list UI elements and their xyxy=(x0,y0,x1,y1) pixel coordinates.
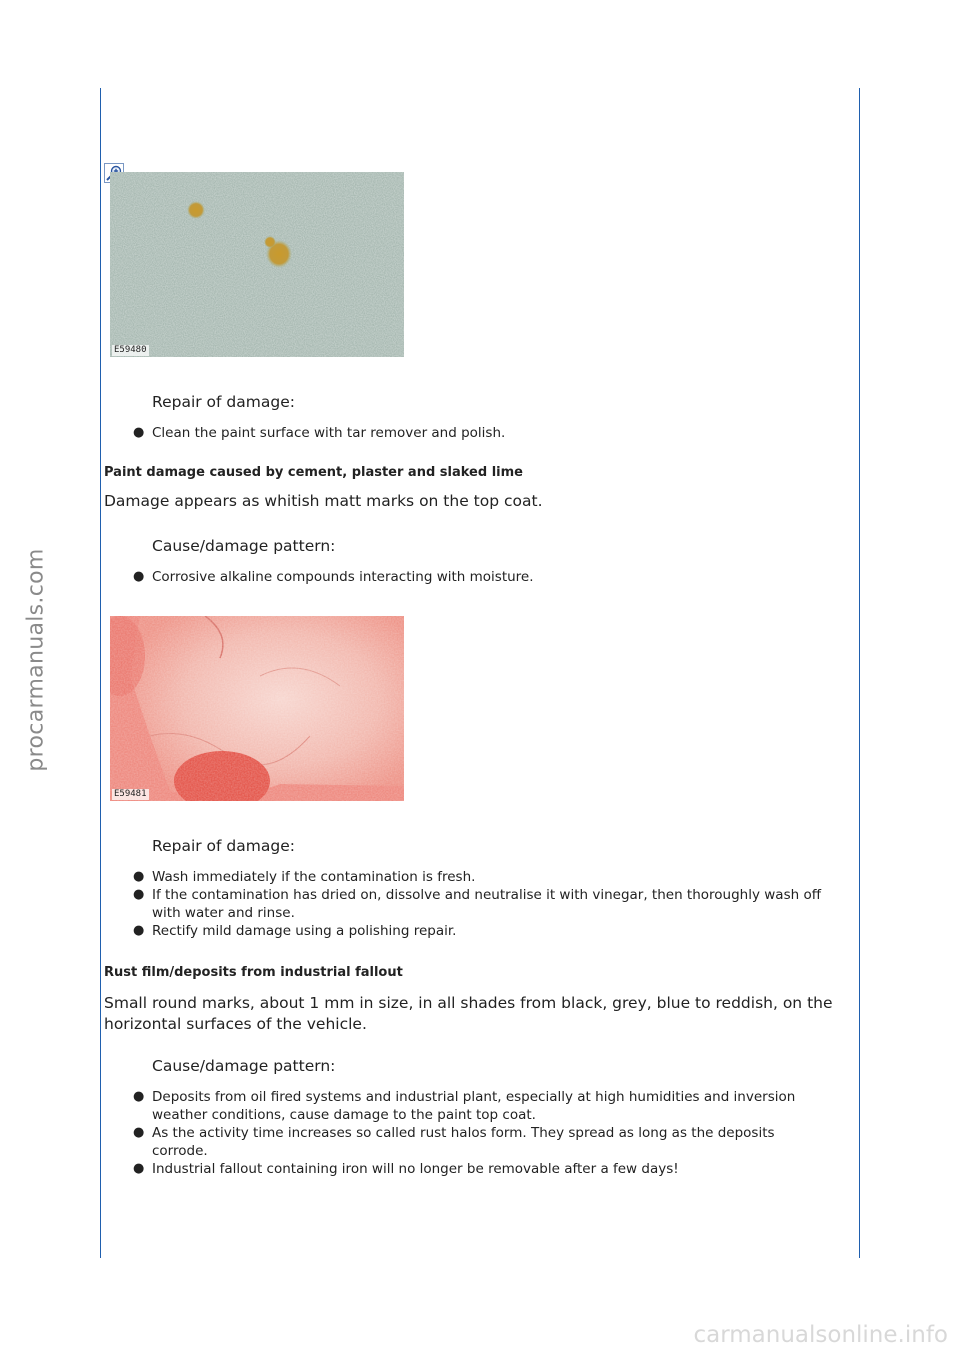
bullet-icon: ● xyxy=(133,887,145,902)
list-item-text: Deposits from oil fired systems and industrial plant, especially at high humidities and inversion weather conditions, cause damage to the paint top coat. xyxy=(152,1089,796,1123)
rust-cause-list xyxy=(130,1088,830,1178)
list-item xyxy=(130,424,830,442)
cement-repair-list xyxy=(130,868,830,940)
bullet-icon: ● xyxy=(133,1161,145,1176)
cement-section-heading: Paint damage caused by cement, plaster and slaked lime xyxy=(104,465,523,480)
bullet-icon: ● xyxy=(133,1125,145,1140)
bullet-icon: ● xyxy=(133,425,145,440)
list-item-text: Industrial fallout containing iron will no longer be removable after a few days! xyxy=(152,1161,679,1177)
tar-repair-subheading: Repair of damage: xyxy=(152,393,295,411)
tar-repair-list xyxy=(130,424,830,442)
rust-cause-subheading: Cause/damage pattern: xyxy=(152,1057,336,1075)
list-item-text: Corrosive alkaline compounds interacting with moisture. xyxy=(152,569,534,585)
bullet-icon: ● xyxy=(133,923,145,938)
rust-section-heading: Rust film/deposits from industrial fallout xyxy=(104,965,403,980)
bullet-icon: ● xyxy=(133,869,145,884)
cement-damage-photo xyxy=(110,616,404,801)
list-item-text: Rectify mild damage using a polishing repair. xyxy=(152,923,457,939)
bottom-watermark: carmanualsonline.info xyxy=(693,1322,948,1348)
list-item xyxy=(130,1160,830,1178)
rust-description: Small round marks, about 1 mm in size, in all shades from black, grey, blue to reddish, on the horizontal surfaces of the vehicle. xyxy=(104,994,833,1033)
cement-cause-subheading: Cause/damage pattern: xyxy=(152,537,336,555)
list-item-text: Clean the paint surface with tar remover and polish. xyxy=(152,425,506,441)
cement-repair-subheading: Repair of damage: xyxy=(152,837,295,855)
list-item xyxy=(130,886,830,922)
side-watermark: procarmanuals.com xyxy=(23,548,49,772)
tar-damage-photo xyxy=(110,172,404,357)
list-item-text: As the activity time increases so called rust halos form. They spread as long as the deposits corrode. xyxy=(152,1125,775,1159)
list-item xyxy=(130,1088,830,1124)
photo-id-label: E59481 xyxy=(114,789,147,799)
list-item-text: Wash immediately if the contamination is fresh. xyxy=(152,869,476,885)
cement-description: Damage appears as whitish matt marks on the top coat. xyxy=(104,492,543,510)
list-item-text: If the contamination has dried on, dissolve and neutralise it with vinegar, then thoroughly wash off with water and rinse. xyxy=(152,887,822,921)
photo-id-label: E59480 xyxy=(114,345,147,355)
cement-cause-list xyxy=(130,568,830,586)
left-margin-rule xyxy=(100,88,101,1258)
bullet-icon: ● xyxy=(133,569,145,584)
list-item xyxy=(130,568,830,586)
list-item xyxy=(130,922,830,940)
list-item xyxy=(130,868,830,886)
bullet-icon: ● xyxy=(133,1089,145,1104)
list-item xyxy=(130,1124,830,1160)
right-margin-rule xyxy=(859,88,860,1258)
